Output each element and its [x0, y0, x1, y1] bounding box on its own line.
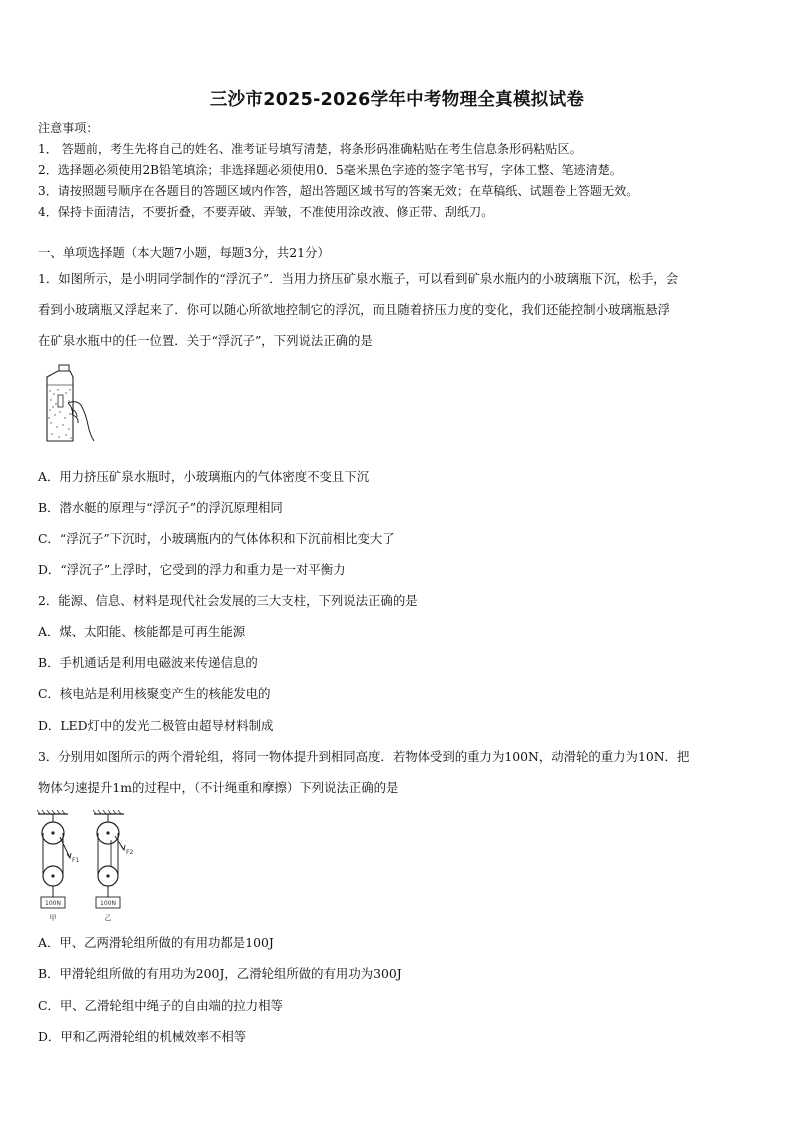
- question-1-stem: 在矿泉水瓶中的任一位置．关于“浮沉子”，下列说法正确的是: [38, 333, 373, 348]
- notice-item: 4．保持卡面清洁，不要折叠，不要弄破、弄皱，不准使用涂改液、修正带、刮纸刀。: [38, 205, 494, 219]
- question-1-option-c: C．“浮沉子”下沉时，小玻璃瓶内的气体体积和下沉前相比变大了: [38, 531, 395, 546]
- question-2-option-d: D．LED灯中的发光二极管由超导材料制成: [38, 718, 274, 733]
- question-1-option-a: A．用力挤压矿泉水瓶时，小玻璃瓶内的气体密度不变且下沉: [38, 469, 370, 484]
- question-3-option-a: A．甲、乙两滑轮组所做的有用功都是100J: [38, 935, 274, 950]
- question-3-stem: 物体匀速提升1m的过程中，（不计绳重和摩擦）下列说法正确的是: [38, 780, 399, 795]
- pulley-label-yi: 乙: [104, 914, 112, 922]
- question-1-option-b: B．潜水艇的原理与“浮沉子”的浮沉原理相同: [38, 500, 283, 515]
- weight-label: 100N: [45, 900, 61, 907]
- question-3-option-c: C．甲、乙滑轮组中绳子的自由端的拉力相等: [38, 998, 283, 1013]
- section-heading: 一、单项选择题（本大题7小题，每题3分，共21分）: [38, 245, 330, 260]
- question-2-option-c: C．核电站是利用核聚变产生的核能发电的: [38, 686, 271, 701]
- weight-label: 100N: [100, 900, 116, 907]
- question-3-stem: 3．分别用如图所示的两个滑轮组，将同一物体提升到相同高度．若物体受到的重力为100N，动滑轮的重力为10N．把: [38, 749, 690, 764]
- notice-item: 3．请按照题号顺序在各题目的答题区域内作答，超出答题区域书写的答案无效；在草稿纸、试题卷上答题无效。: [38, 184, 639, 198]
- force-label-f1: F1: [72, 857, 80, 864]
- question-2-option-a: A．煤、太阳能、核能都是可再生能源: [38, 624, 246, 639]
- force-label-f2: F2: [126, 849, 134, 856]
- question-1-stem: 1．如图所示，是小明同学制作的“浮沉子”．当用力挤压矿泉水瓶子，可以看到矿泉水瓶内的小玻璃瓶下沉，松手，会: [38, 271, 679, 286]
- question-2-option-b: B．手机通话是利用电磁波来传递信息的: [38, 655, 258, 670]
- notice-item: 2．选择题必须使用2B铅笔填涂；非选择题必须使用0．5毫米黑色字迹的签字笔书写，字体工整、笔迹清楚。: [38, 163, 622, 177]
- question-2-stem: 2．能源、信息、材料是现代社会发展的三大支柱，下列说法正确的是: [38, 593, 418, 608]
- question-3-option-b: B．甲滑轮组所做的有用功为200J，乙滑轮组所做的有用功为300J: [38, 966, 402, 981]
- question-1-option-d: D．“浮沉子”上浮时，它受到的浮力和重力是一对平衡力: [38, 562, 346, 577]
- notice-heading: 注意事项：: [38, 121, 99, 135]
- pulley-figure: [36, 810, 146, 924]
- page-title: 三沙市2025-2026学年中考物理全真模拟试卷: [209, 90, 585, 110]
- question-1-stem: 看到小玻璃瓶又浮起来了．你可以随心所欲地控制它的浮沉，而且随着挤压力度的变化，我们还能控制小玻璃瓶悬浮: [38, 302, 670, 317]
- pulley-label-jia: 甲: [49, 914, 57, 922]
- bottle-figure: [44, 363, 104, 445]
- question-3-option-d: D．甲和乙两滑轮组的机械效率不相等: [38, 1029, 247, 1044]
- notice-item: 1． 答题前，考生先将自己的姓名、准考证号填写清楚，将条形码准确粘贴在考生信息条形码粘贴区。: [38, 142, 582, 156]
